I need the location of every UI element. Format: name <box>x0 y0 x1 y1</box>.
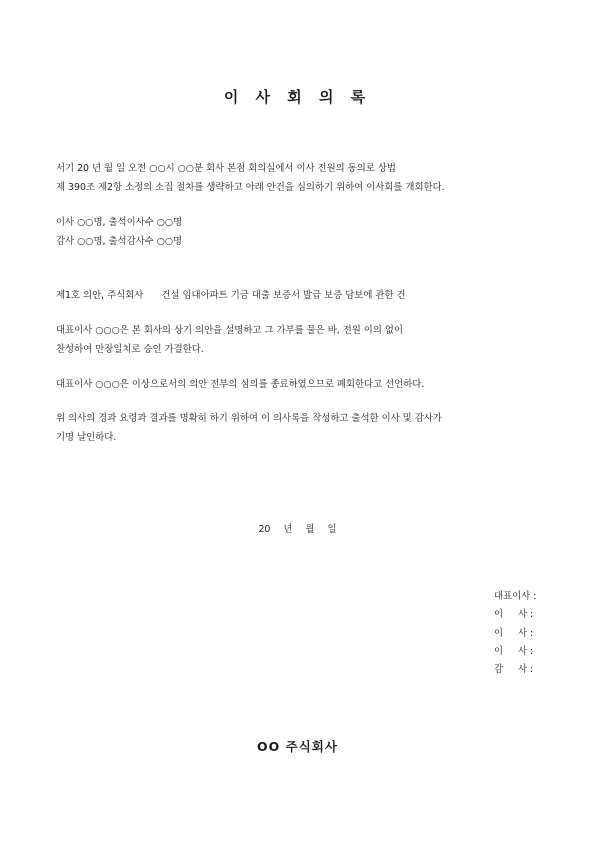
attendance-auditors: 감사 ○○명, 출석감사수 ○○명 <box>56 236 183 247</box>
certification-line-1: 위 의사의 경과 요령과 결과를 명확히 하기 위하여 이 의사록을 작성하고 출석한 이사 및 감사가 <box>56 413 442 424</box>
document-title: 이 사 회 의 록 <box>223 88 372 106</box>
certification-line-2: 기명 날인하다. <box>56 432 117 443</box>
signer-director-2: 이 사 : <box>494 627 534 639</box>
resolution-line-2: 찬성하여 만장일치로 승인 가결한다. <box>56 344 204 355</box>
opening-line-2: 제 390조 제2항 소정의 소집 절차를 생략하고 아래 안건을 심의하기 위하여 이사회를 개회한다. <box>56 182 445 193</box>
closing-line: 대표이사 ○○○은 이상으로서의 의안 전부의 심의를 종료하였으므로 폐회한다고 선언하다. <box>56 379 425 390</box>
signer-list <box>494 591 536 682</box>
signer-director-1: 이 사 : <box>494 609 534 621</box>
resolution-line-1: 대표이사 ○○○은 본 회사의 상기 의안을 설명하고 그 가부를 물은 바, 전원 이의 없이 <box>56 325 404 336</box>
signer-ceo: 대표이사 : <box>494 591 537 602</box>
opening-line-1: 서기 20 년 월 일 오전 ○○시 ○○분 회사 본점 회의실에서 이사 전원의 동의로 상법 <box>56 163 396 174</box>
agenda-line <box>56 290 406 302</box>
signer-director-3: 이 사 : <box>494 645 534 657</box>
date-line: 20 년 월 일 <box>258 524 337 535</box>
agenda-label: 제1호 의안, 주식회사 <box>56 290 144 301</box>
attendance-directors: 이사 ○○명, 출석이사수 ○○명 <box>56 217 183 228</box>
signer-auditor: 감 사 : <box>494 664 534 676</box>
company-name: OO 주식회사 <box>257 739 338 754</box>
agenda-subject: 건설 임대아파트 기금 대출 보증서 발급 보증 담보에 관한 건 <box>161 290 406 301</box>
